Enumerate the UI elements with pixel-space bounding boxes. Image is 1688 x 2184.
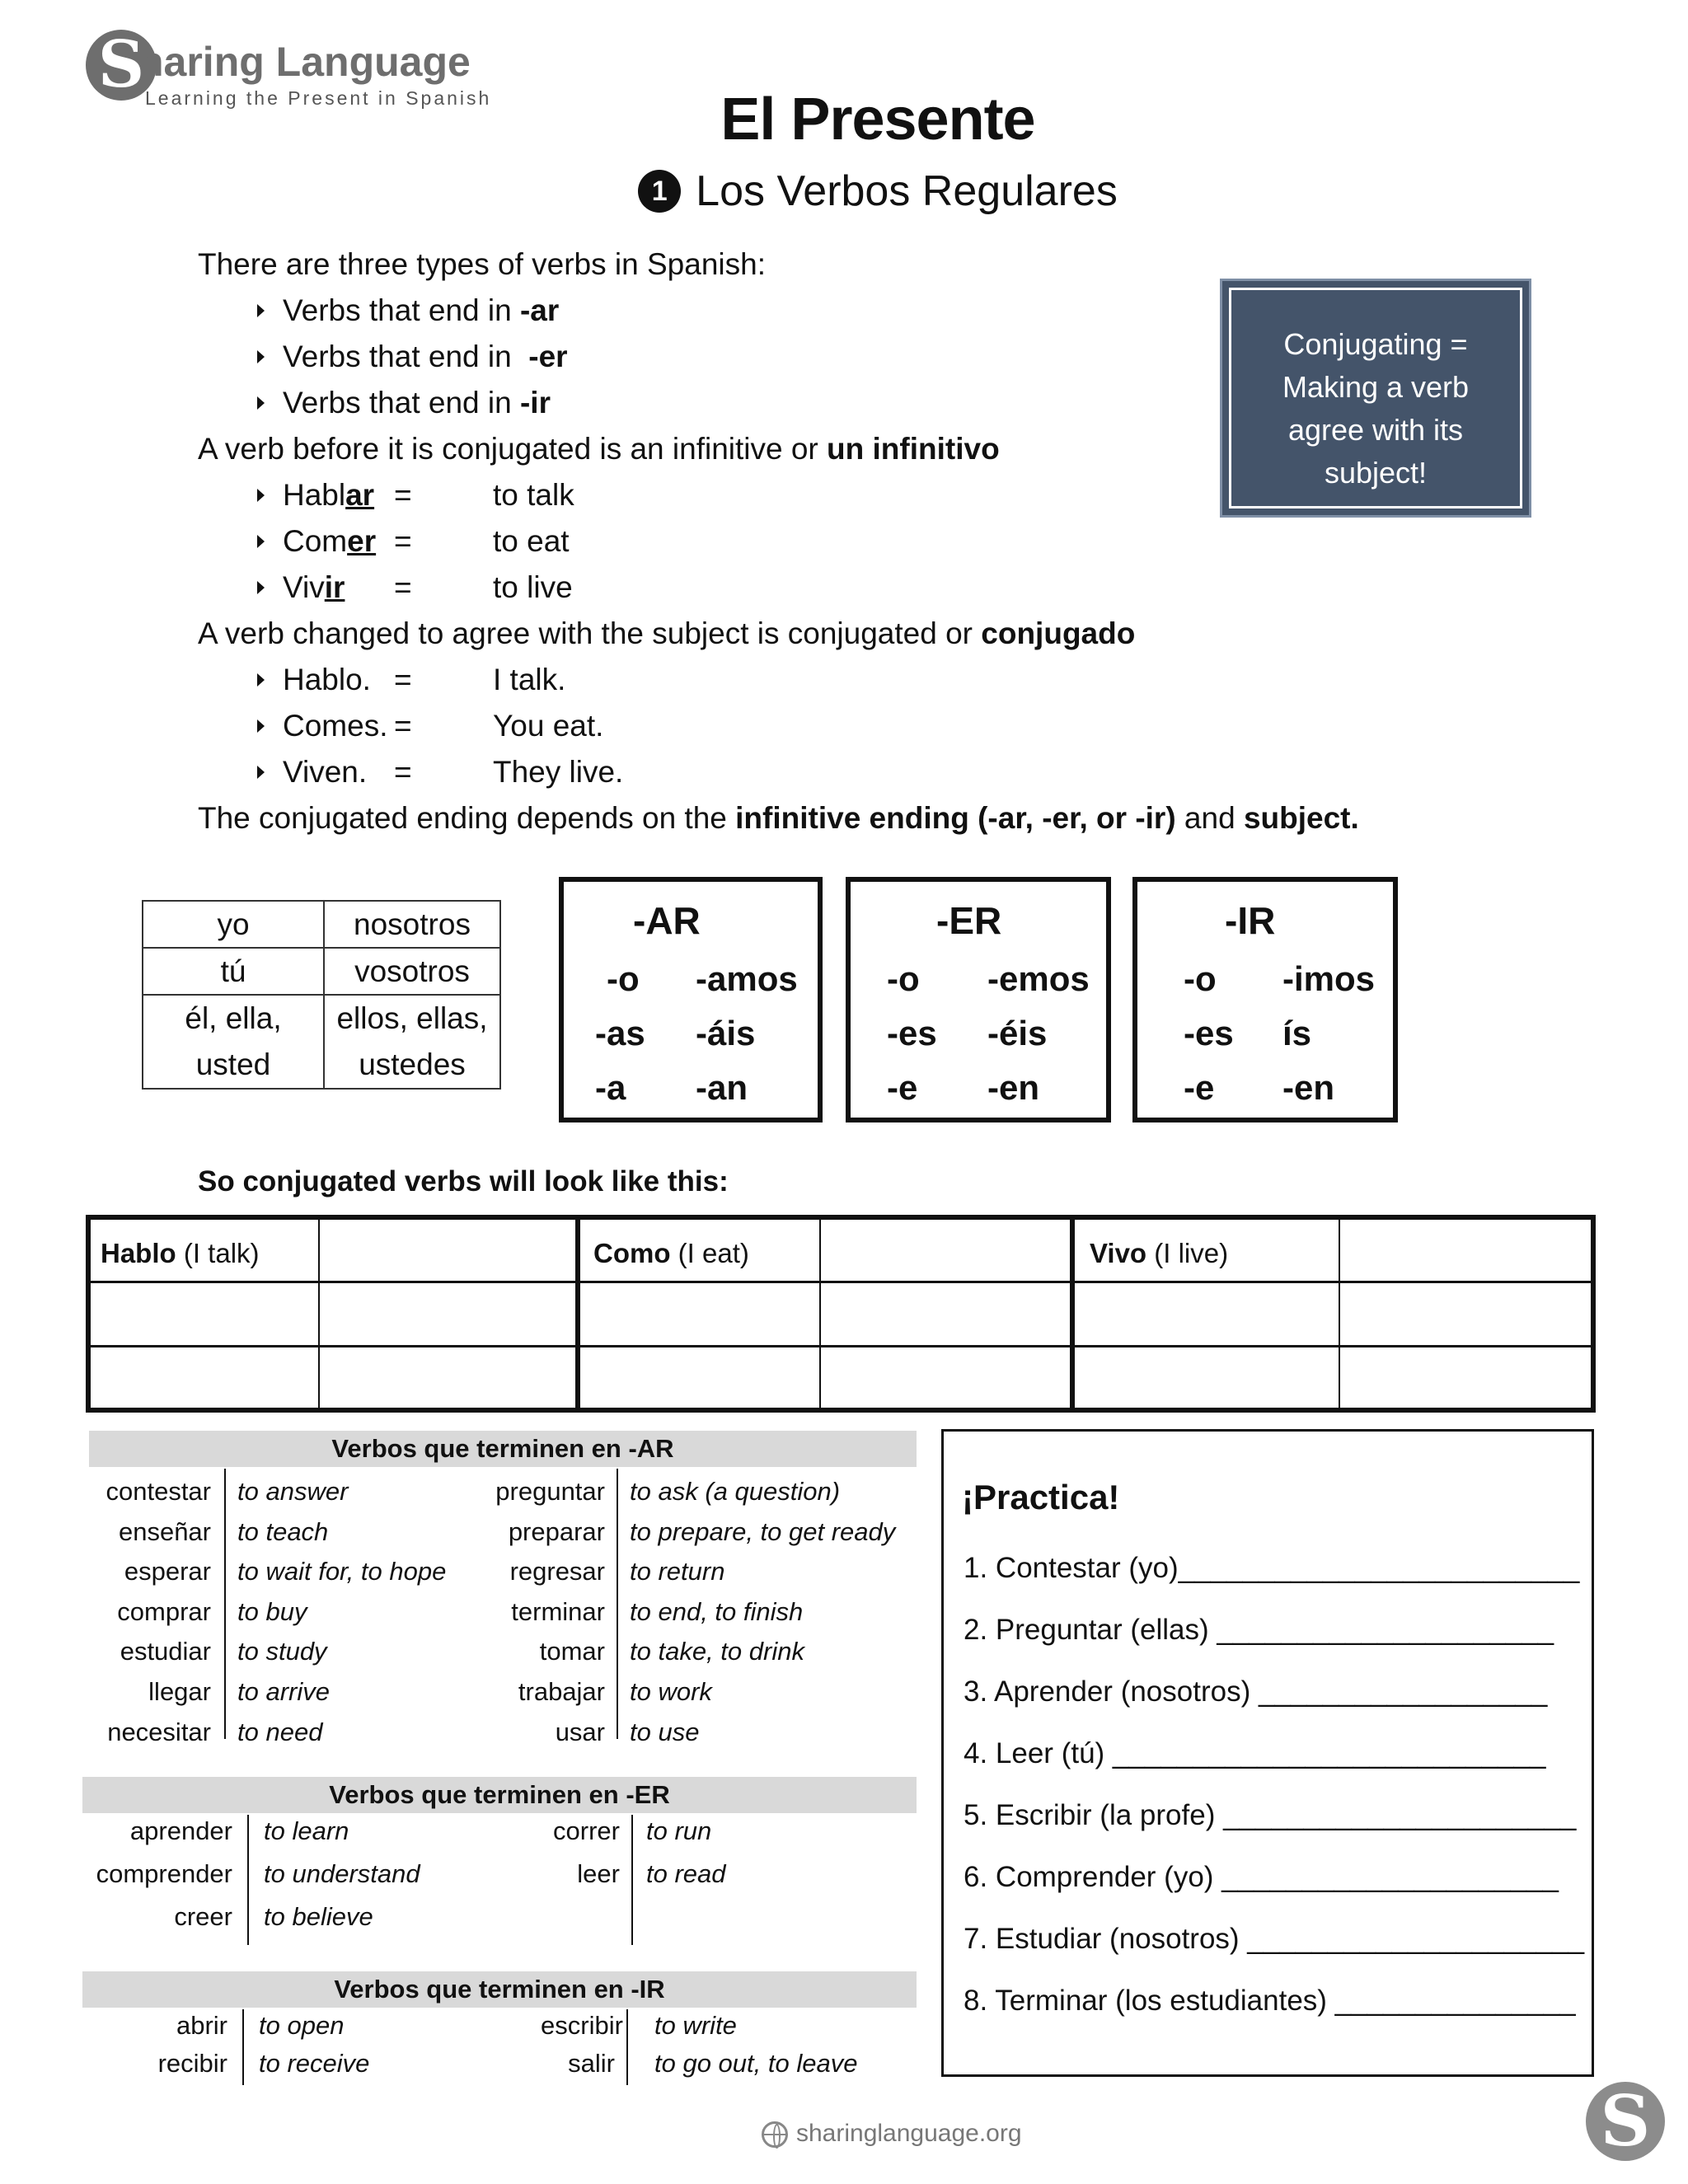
- english-meaning: to arrive: [237, 1677, 330, 1706]
- logo-mark: S: [86, 30, 157, 101]
- ending-singular: -e: [887, 1068, 918, 1107]
- bullet-icon: [257, 396, 265, 410]
- equals-sign: =: [394, 663, 412, 696]
- ar-vocab-list: [89, 1431, 917, 1744]
- ending-plural: -an: [696, 1068, 748, 1107]
- pronoun-cell: tú: [143, 948, 324, 995]
- type-ending: -er: [528, 340, 568, 373]
- bullet-icon: [257, 581, 265, 594]
- pronoun-cell: [143, 995, 324, 1089]
- column-divider: [617, 1469, 618, 1739]
- spanish-verb: recibir: [157, 2049, 227, 2078]
- corner-logo-mark: S: [1586, 2082, 1665, 2161]
- ending-bold: infinitive ending (-ar, -er, or -ir): [735, 801, 1176, 835]
- spanish-verb: esperar: [124, 1557, 211, 1586]
- ending-title: -AR: [633, 899, 701, 942]
- spanish-verb: leer: [577, 1859, 620, 1888]
- verb-stem: Com: [283, 524, 348, 558]
- english-meaning: to take, to drink: [630, 1637, 804, 1666]
- pronoun-cell: vosotros: [324, 948, 500, 995]
- conjugated-verb: Comes.: [283, 709, 388, 743]
- example-cell: [1090, 1238, 1228, 1269]
- ending-singular: -es: [887, 1014, 937, 1052]
- verb-stem: Viv: [283, 570, 325, 604]
- definition-line: subject!: [1324, 456, 1428, 490]
- spanish-verb: regresar: [509, 1557, 605, 1586]
- column-divider: [224, 1469, 226, 1739]
- bullet-icon: [257, 673, 265, 687]
- er-endings-box: [846, 877, 1111, 1122]
- ending-singular: -a: [595, 1068, 626, 1107]
- verb-stem: Habl: [283, 478, 346, 512]
- spanish-verb: necesitar: [107, 1717, 211, 1746]
- type-ending: -ir: [519, 386, 551, 419]
- infinitive-item: [257, 478, 669, 513]
- spanish-verb: contestar: [106, 1477, 211, 1506]
- example-meaning: (I eat): [670, 1238, 749, 1268]
- verb-ending: ir: [324, 570, 345, 604]
- ending-text: The conjugated ending depends on the: [198, 801, 736, 835]
- english-meaning: to wait for, to hope: [237, 1557, 447, 1586]
- equals-sign: =: [394, 478, 412, 512]
- conjugation-grid: [86, 1215, 1596, 1413]
- infinitive-term: un infinitivo: [827, 432, 1000, 466]
- column-divider: [247, 1815, 249, 1945]
- practice-box: [941, 1429, 1594, 2077]
- ending-plural: -en: [987, 1068, 1039, 1107]
- spanish-verb: preguntar: [495, 1477, 605, 1506]
- practice-title: ¡Practica!: [962, 1478, 1120, 1516]
- ending-plural: -emos: [987, 959, 1090, 998]
- english-meaning: to ask (a question): [630, 1477, 841, 1506]
- pronoun-cell: nosotros: [324, 901, 500, 948]
- infinitive-item: [257, 524, 669, 559]
- practice-item[interactable]: 2. Preguntar (ellas) _____________________: [964, 1614, 1554, 1646]
- practice-item[interactable]: 3. Aprender (nosotros) __________________: [964, 1675, 1548, 1708]
- logo-brand-name: haring Language: [138, 39, 471, 85]
- english-meaning: to end, to finish: [630, 1596, 804, 1626]
- verb-meaning: to live: [493, 570, 573, 604]
- grid-line: [91, 1345, 1591, 1347]
- verb-meaning: They live.: [493, 755, 624, 789]
- practice-item[interactable]: 1. Contestar (yo)_________________________: [964, 1552, 1580, 1584]
- grid-line: [318, 1220, 320, 1408]
- equals-sign: =: [394, 524, 412, 558]
- page-title: El Presente: [720, 87, 1035, 152]
- verb-meaning: I talk.: [493, 663, 566, 696]
- grid-line: [1070, 1220, 1075, 1408]
- ir-vocab-list: [82, 1971, 917, 2087]
- ending-singular: -o: [1184, 959, 1217, 998]
- spanish-verb: aprender: [129, 1816, 232, 1845]
- spanish-verb: comprar: [117, 1596, 211, 1626]
- english-meaning: to return: [630, 1557, 725, 1586]
- type-item: [257, 340, 568, 374]
- definition-line: Conjugating =: [1283, 327, 1468, 361]
- spanish-verb: usar: [555, 1717, 605, 1746]
- verb-ending: er: [347, 524, 377, 558]
- spanish-verb: enseñar: [118, 1516, 211, 1546]
- definition-line: Making a verb: [1282, 370, 1470, 404]
- equals-sign: =: [394, 755, 412, 789]
- english-meaning: to understand: [264, 1859, 420, 1888]
- example-verb: Como: [593, 1238, 671, 1268]
- pronoun-table: [142, 900, 501, 1090]
- column-divider: [631, 1815, 633, 1945]
- example-meaning: (I live): [1146, 1238, 1229, 1268]
- english-meaning: to believe: [264, 1902, 373, 1931]
- ending-bold: subject.: [1243, 801, 1359, 835]
- pronoun-line: usted: [195, 1047, 271, 1081]
- conjugated-term: conjugado: [981, 616, 1136, 650]
- english-meaning: to answer: [237, 1477, 349, 1506]
- english-meaning: to prepare, to get ready: [630, 1516, 896, 1546]
- ending-singular: -o: [887, 959, 920, 998]
- type-ending: -ar: [519, 293, 560, 327]
- pronoun-cell: [324, 995, 500, 1089]
- pronoun-line: ellos, ellas,: [336, 1001, 488, 1035]
- english-meaning: to teach: [237, 1516, 329, 1546]
- verb-meaning: to talk: [493, 478, 574, 512]
- practice-item[interactable]: 8. Terminar (los estudiantes) _______________: [964, 1985, 1576, 2017]
- spanish-verb: comprender: [96, 1859, 232, 1888]
- spanish-verb: terminar: [511, 1596, 605, 1626]
- footer-url[interactable]: sharinglanguage.org: [796, 2120, 1022, 2147]
- english-meaning: to read: [646, 1859, 726, 1888]
- ending-title: -ER: [936, 899, 1002, 942]
- bullet-icon: [257, 535, 265, 548]
- examples-heading: So conjugated verbs will look like this:: [198, 1165, 729, 1197]
- english-meaning: to run: [646, 1816, 712, 1845]
- ending-singular: -es: [1184, 1014, 1234, 1052]
- ending-explanation: [198, 801, 1359, 836]
- conjugated-verb: Hablo.: [283, 663, 371, 696]
- ir-endings-box: [1132, 877, 1398, 1122]
- ar-endings-box: [559, 877, 823, 1122]
- bullet-icon: [257, 489, 265, 502]
- type-item: [257, 386, 551, 420]
- pronoun-line: ustedes: [359, 1047, 466, 1081]
- globe-icon: [762, 2121, 788, 2148]
- english-meaning: to work: [630, 1677, 712, 1706]
- grid-line: [575, 1220, 580, 1408]
- definition-box: [1220, 279, 1531, 518]
- equals-sign: =: [394, 570, 412, 604]
- page-subtitle: [0, 166, 1688, 216]
- spanish-verb: llegar: [148, 1677, 211, 1706]
- ending-plural: -éis: [987, 1014, 1048, 1052]
- spanish-verb: preparar: [508, 1516, 605, 1546]
- grid-line: [91, 1281, 1591, 1283]
- ending-text: and: [1175, 801, 1244, 835]
- english-meaning: to write: [654, 2011, 737, 2040]
- conjugated-intro-text: A verb changed to agree with the subject is conjugated or: [198, 616, 982, 650]
- example-meaning: (I talk): [176, 1238, 260, 1268]
- pronoun-line: él, ella,: [185, 1001, 282, 1035]
- spanish-verb: escribir: [541, 2011, 623, 2040]
- column-divider: [626, 2009, 628, 2085]
- pronoun-cell: yo: [143, 901, 324, 948]
- type-text: Verbs that end in: [283, 293, 520, 327]
- ending-plural: -en: [1282, 1068, 1334, 1107]
- conjugated-item: [257, 709, 669, 743]
- bullet-icon: [257, 719, 265, 733]
- vocab-heading: Verbos que terminen en -AR: [89, 1431, 917, 1467]
- infinitive-intro-text: A verb before it is conjugated is an infinitive or: [198, 432, 828, 466]
- english-meaning: to need: [237, 1717, 323, 1746]
- example-verb: Vivo: [1090, 1238, 1147, 1268]
- infinitive-intro: [198, 432, 1000, 466]
- infinitive-item: [257, 570, 669, 605]
- ending-singular: -e: [1184, 1068, 1215, 1107]
- equals-sign: =: [394, 709, 412, 743]
- english-meaning: to go out, to leave: [654, 2049, 858, 2078]
- ending-singular: -o: [607, 959, 640, 998]
- practice-item[interactable]: 6. Comprender (yo) _____________________: [964, 1861, 1559, 1893]
- logo-tagline: Learning the Present in Spanish: [145, 87, 492, 109]
- english-meaning: to study: [237, 1637, 327, 1666]
- conjugated-item: [257, 755, 669, 790]
- spanish-verb: tomar: [539, 1637, 605, 1666]
- subtitle-text: Los Verbos Regulares: [696, 167, 1118, 215]
- type-text: Verbs that end in: [283, 340, 529, 373]
- section-number-badge: 1: [638, 170, 681, 213]
- spanish-verb: creer: [174, 1902, 232, 1931]
- er-vocab-list: [82, 1777, 917, 1950]
- english-meaning: to receive: [259, 2049, 370, 2078]
- conjugated-item: [257, 663, 669, 697]
- english-meaning: to open: [259, 2011, 345, 2040]
- practice-item[interactable]: 4. Leer (tú) ___________________________: [964, 1737, 1546, 1769]
- spanish-verb: estudiar: [120, 1637, 211, 1666]
- ending-plural: ís: [1282, 1014, 1312, 1052]
- bullet-icon: [257, 766, 265, 779]
- vocab-heading: Verbos que terminen en -IR: [82, 1971, 917, 2008]
- practice-item[interactable]: 7. Estudiar (nosotros) _____________________: [964, 1923, 1585, 1955]
- ending-plural: -imos: [1282, 959, 1376, 998]
- ending-singular: -as: [595, 1014, 645, 1052]
- spanish-verb: trabajar: [518, 1677, 605, 1706]
- bullet-icon: [257, 350, 265, 363]
- types-intro: There are three types of verbs in Spanish:: [198, 247, 766, 281]
- column-divider: [242, 2009, 244, 2085]
- definition-line: agree with its: [1287, 413, 1464, 447]
- definition-box-inner: [1229, 288, 1522, 509]
- spanish-verb: correr: [553, 1816, 620, 1845]
- practice-item[interactable]: 5. Escribir (la profe) ______________________: [964, 1799, 1577, 1831]
- ending-plural: -amos: [696, 959, 798, 998]
- english-meaning: to learn: [264, 1816, 349, 1845]
- verb-meaning: to eat: [493, 524, 570, 558]
- spanish-verb: salir: [568, 2049, 615, 2078]
- spanish-verb: abrir: [176, 2011, 227, 2040]
- ending-title: -IR: [1225, 899, 1276, 942]
- ending-plural: -áis: [696, 1014, 756, 1052]
- verb-meaning: You eat.: [493, 709, 604, 743]
- conjugated-intro: [198, 616, 1135, 651]
- vocab-heading: Verbos que terminen en -ER: [82, 1777, 917, 1813]
- example-cell: [593, 1238, 749, 1269]
- example-verb: Hablo: [101, 1238, 176, 1268]
- verb-ending: ar: [345, 478, 375, 512]
- type-item: [257, 293, 559, 328]
- example-cell: [101, 1238, 260, 1269]
- grid-line: [1339, 1220, 1340, 1408]
- type-text: Verbs that end in: [283, 386, 520, 419]
- conjugated-verb: Viven.: [283, 755, 368, 789]
- english-meaning: to use: [630, 1717, 700, 1746]
- bullet-icon: [257, 304, 265, 317]
- english-meaning: to buy: [237, 1596, 307, 1626]
- grid-line: [819, 1220, 821, 1408]
